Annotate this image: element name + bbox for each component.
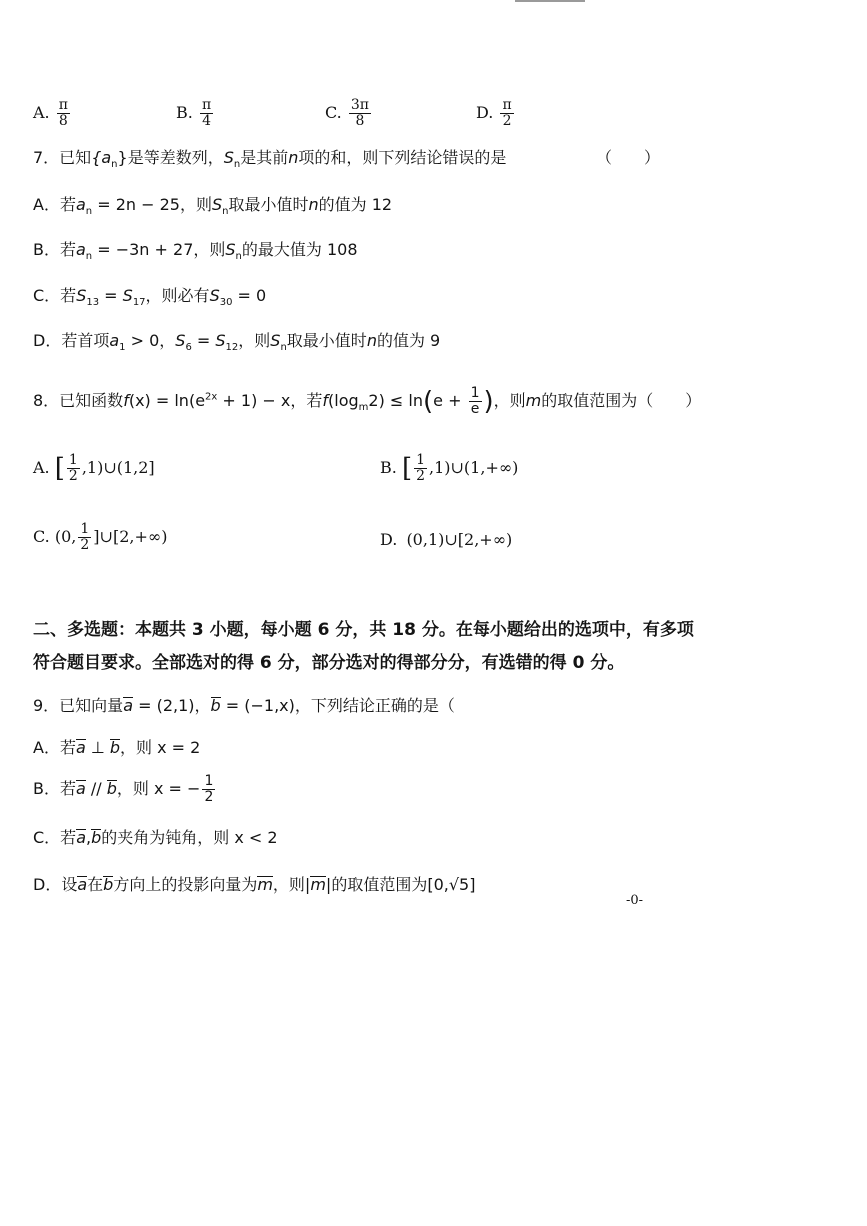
- section2-heading-line2: 符合题目要求。全部选对的得 6 分，部分选对的得部分分，有选错的得 0 分。: [33, 653, 625, 673]
- q8-option-d: D. (0,1)∪[2,+∞): [380, 530, 513, 549]
- q6-option-a: A. $\frac{\pi}{8}$: [33, 97, 68, 129]
- q8-option-a: A. [ $\frac{1}{2}$ ,1)∪(1,2]: [33, 452, 155, 484]
- q9-b-frac: $\frac{1}{2}$: [204, 773, 214, 805]
- q6-option-b: B. $\frac{\pi}{4}$: [176, 97, 212, 129]
- q9-option-c: C．若a,b的夹角为钝角，则 x < 2: [33, 828, 278, 847]
- q9-option-b: B．若a // b，则 x = − $\frac{1}{2}$: [33, 773, 214, 805]
- q6-a-frac: $\frac{\pi}{8}$: [58, 97, 68, 129]
- q7-option-a: A．若$a_n = 2n - 25$，则$S_n$取最小值时n的值为 12: [33, 195, 393, 218]
- q7-stem: 7．已知$\{a_n\}$是等差数列，$S_n$是其前n项的和，则下列结论错误的是: [33, 148, 507, 171]
- q8-stem-frac: $\frac{1}{e}$: [470, 385, 480, 417]
- q8-a-frac: $\frac{1}{2}$: [68, 452, 78, 484]
- q6-option-d: D. $\frac{\pi}{2}$: [476, 97, 512, 129]
- q6-c-frac: $\frac{3\pi}{8}$: [350, 97, 369, 129]
- q6-b-frac: $\frac{\pi}{4}$: [201, 97, 212, 129]
- q8-stem: 8．已知函数$f(x) = \ln(e^{2x} + 1) - x$，若$f(\log_m2) \le \ln(e$ + $\frac{1}{e}$ )，则m的取值范围为（ ）: [33, 385, 702, 417]
- q7-option-c: C．若$S_{13} = S_{17}$，则必有$S_{30} = 0$: [33, 286, 267, 309]
- q9-option-a: A．若a ⊥ b，则 x = 2: [33, 738, 201, 757]
- q7-option-b: B．若$a_n = -3n + 27$，则$S_n$的最大值为 108: [33, 240, 358, 263]
- q9-option-d: D．设a在b方向上的投影向量为m，则|m|的取值范围为[0,√5]: [33, 875, 476, 894]
- q7-answer-bracket: （ ）: [596, 148, 661, 167]
- scan-edge-mark: [515, 0, 585, 2]
- q8-b-frac: $\frac{1}{2}$: [416, 452, 426, 484]
- page-mark: -0-: [626, 893, 644, 908]
- q6-options: [33, 97, 512, 129]
- q6-option-c: C. $\frac{3\pi}{8}$: [325, 97, 369, 129]
- q7-option-d: D．若首项$a_1 > 0$，$S_6 = S_{12}$，则$S_n$取最小值时n的值为 9: [33, 331, 441, 354]
- q8-c-frac: $\frac{1}{2}$: [80, 521, 90, 553]
- q8-option-c: C. (0, $\frac{1}{2}$ ]∪[2,+∞): [33, 521, 168, 553]
- q8-option-b: B. [ $\frac{1}{2}$ ,1)∪(1,+∞): [380, 452, 519, 484]
- section2-heading-line1: 二、多选题：本题共 3 小题，每小题 6 分，共 18 分。在每小题给出的选项中，有多项: [33, 620, 694, 640]
- q9-stem: 9．已知向量a = (2,1)，b = (−1,x)，下列结论正确的是（: [33, 696, 455, 715]
- q6-d-frac: $\frac{\pi}{2}$: [502, 97, 512, 129]
